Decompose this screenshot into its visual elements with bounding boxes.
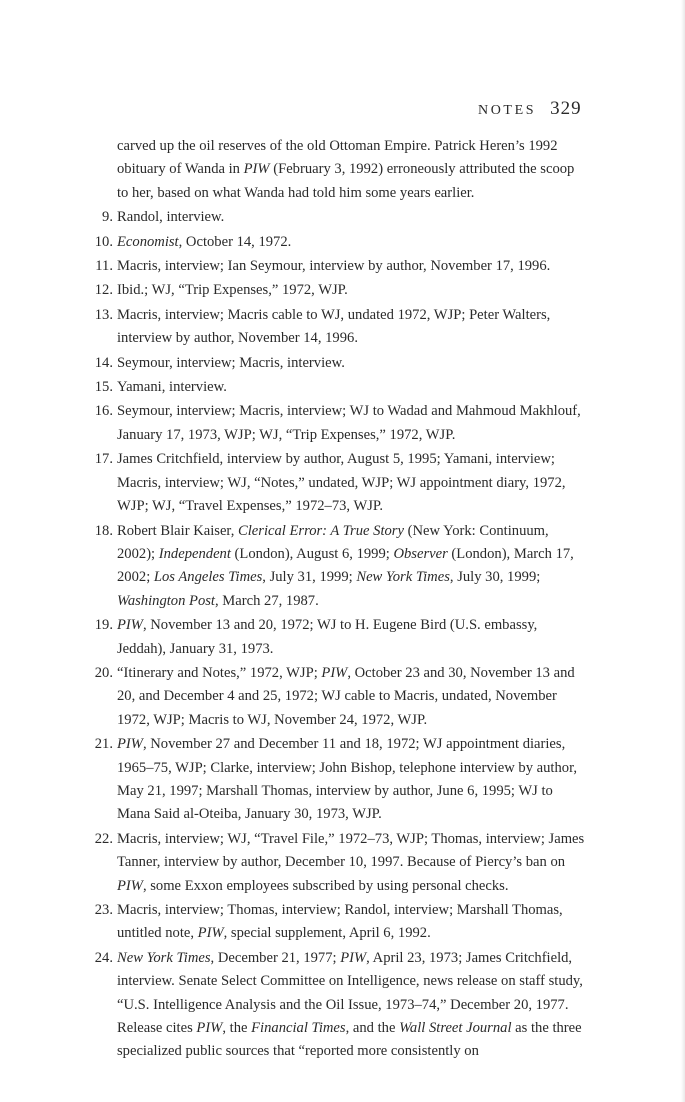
notes-list	[86, 135, 586, 1064]
note-text: Seymour, interview; Macris, interview; WJ to Wadad and Mahmoud Makhlouf, January 17, 1973, WJP; WJ, “Trip Expenses,” 1972, WJP.	[117, 403, 581, 443]
running-head	[478, 98, 582, 120]
note-text: Macris, interview; Ian Seymour, interview by author, November 17, 1996.	[117, 258, 551, 275]
note-number: 17.	[94, 451, 113, 468]
note-text: carved up the oil reserves of the old Ottoman Empire. Patrick Heren’s 1992 obituary of Wanda in PIW (February 3, 1992) erroneously attributed the scoop to her, based on what Wanda had told him some years earlier.	[117, 138, 575, 201]
note-entry	[86, 376, 586, 399]
note-number: 10.	[94, 233, 113, 250]
note-text: Ibid.; WJ, “Trip Expenses,” 1972, WJP.	[117, 282, 348, 299]
note-text: “Itinerary and Notes,” 1972, WJP; PIW, October 23 and 30, November 13 and 20, and December 4 and 25, 1972; WJ cable to Macris, undated, November 1972, WJP; Macris to WJ, November 24, 1972, WJP.	[117, 664, 575, 728]
note-entry	[86, 279, 586, 302]
note-text: Seymour, interview; Macris, interview.	[117, 354, 345, 371]
note-text: Yamani, interview.	[117, 379, 227, 396]
note-entry	[86, 662, 586, 732]
note-entry	[86, 231, 586, 254]
note-number: 18.	[94, 522, 113, 539]
note-number: 23.	[94, 902, 113, 918]
note-entry	[86, 448, 586, 518]
note-entry	[86, 947, 586, 1064]
note-text: New York Times, December 21, 1977; PIW, April 23, 1973; James Critchfield, interview. Senate Select Committee on Intelligence, news release on staff study, “U.S. Intelligence Analysis and the Oil Issue, 1973–74,” December 20, 1977. Release cites PIW, the Financial Times, and the Wall Street Journal as the three specialized public sources that “reported more consistently on	[117, 949, 583, 1060]
note-text: PIW, November 13 and 20, 1972; WJ to H. Eugene Bird (U.S. embassy, Jeddah), January 31, 1973.	[117, 617, 538, 657]
note-number: 12.	[94, 282, 113, 299]
note-number: 19.	[94, 617, 113, 634]
note-text: Macris, interview; WJ, “Travel File,” 1972–73, WJP; Thomas, interview; James Tanner, interview by author, December 10, 1997. Because of Piercy’s ban on PIW, some Exxon employees subscribed by using personal checks.	[117, 830, 585, 894]
note-entry	[86, 352, 586, 375]
note-number: 14.	[94, 354, 113, 371]
note-text: Robert Blair Kaiser, Clerical Error: A True Story (New York: Continuum, 2002); Independent (London), August 6, 1999; Observer (London), March 17, 2002; Los Angeles Times, July 31, 1999; New York Times, July 30, 1999; Washington Post, March 27, 1987.	[117, 522, 574, 609]
note-number: 24.	[94, 949, 113, 966]
note-number: 22.	[94, 830, 113, 847]
note-entry	[86, 255, 586, 278]
note-continuation	[86, 135, 586, 205]
note-number: 11.	[95, 258, 113, 275]
note-entry	[86, 899, 586, 946]
note-entry	[86, 520, 586, 614]
note-entry	[86, 304, 586, 351]
note-text: Macris, interview; Thomas, interview; Randol, interview; Marshall Thomas, untitled note, PIW, special supplement, April 6, 1992.	[117, 902, 563, 942]
page-edge	[681, 0, 685, 1102]
note-text: PIW, November 27 and December 11 and 18, 1972; WJ appointment diaries, 1965–75, WJP; Clarke, interview; John Bishop, telephone interview by author, May 21, 1997; Marshall Thomas, interview by author, June 6, 1995; WJ to Mana Said al-Oteiba, January 30, 1973, WJP.	[117, 736, 577, 823]
note-entry	[86, 733, 586, 827]
section-title: NOTES	[478, 103, 537, 118]
note-text: James Critchfield, interview by author, August 5, 1995; Yamani, interview; Macris, interview; WJ, “Notes,” undated, WJP; WJ appointment diary, 1972, WJP; WJ, “Travel Expenses,” 1972–73, WJP.	[117, 451, 566, 515]
note-number: 16.	[94, 403, 113, 420]
note-number: 15.	[94, 379, 113, 396]
note-number: 9.	[102, 209, 113, 226]
note-entry	[86, 400, 586, 447]
note-entry	[86, 206, 586, 229]
note-entry	[86, 828, 586, 898]
note-text: Macris, interview; Macris cable to WJ, undated 1972, WJP; Peter Walters, interview by author, November 14, 1996.	[117, 306, 551, 347]
page-number: 329	[550, 98, 582, 119]
note-number: 13.	[94, 306, 113, 323]
note-entry	[86, 614, 586, 661]
note-number: 20.	[94, 664, 113, 681]
note-text: Randol, interview.	[117, 209, 225, 226]
note-text: Economist, October 14, 1972.	[117, 233, 292, 250]
note-number: 21.	[94, 736, 113, 753]
